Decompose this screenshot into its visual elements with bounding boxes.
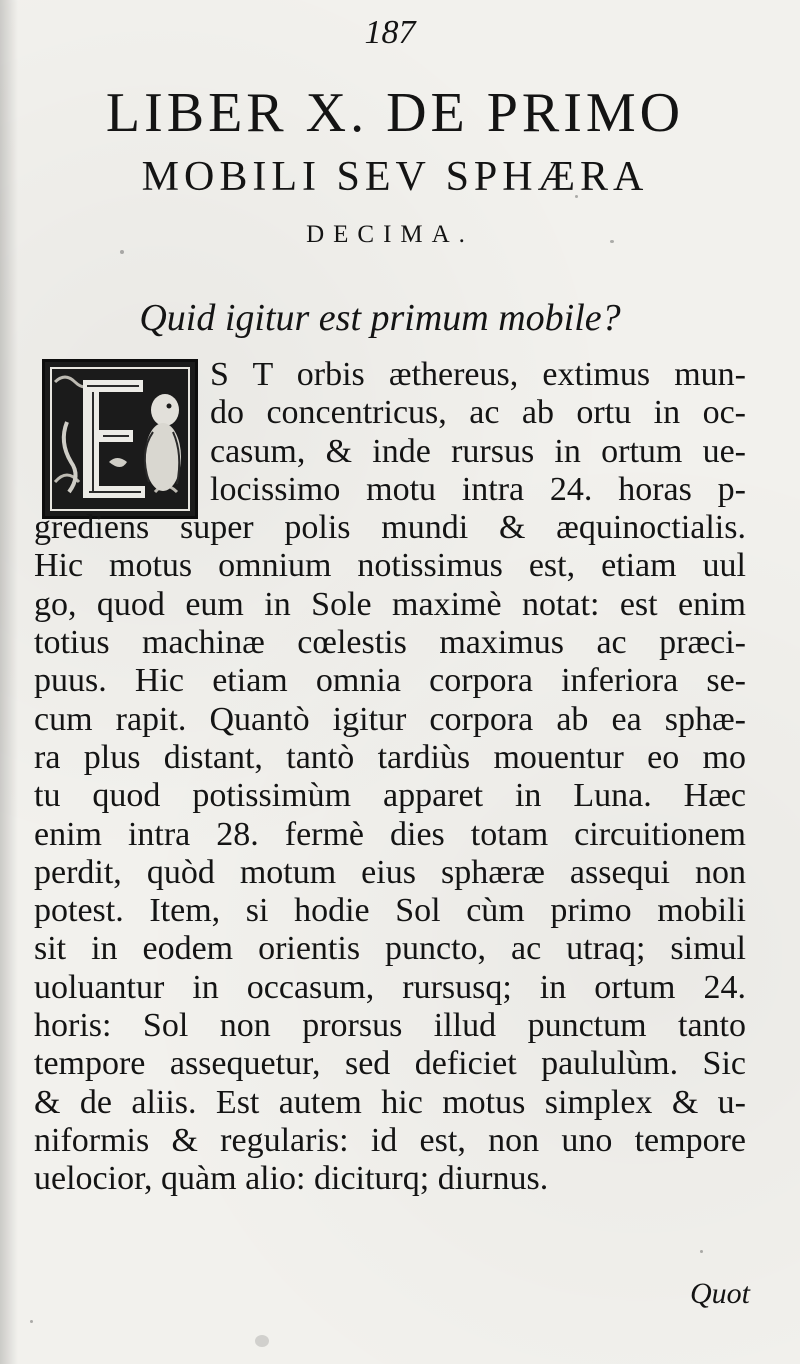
body-line: do concentricus, ac ab ortu in oc- [210,394,746,432]
paper-speck [575,195,578,198]
paper-speck [610,240,614,243]
body-line: puus. Hic etiam omnia corpora inferiora se- [34,662,746,700]
body-line: locissimo motu intra 24. horas p- [210,470,746,508]
body-line: grediens super polis mundi & æquinoctialis. [34,509,746,547]
body-line: horis: Sol non prorsus illud punctum tanto [34,1007,746,1045]
body-line: sit in eodem orientis puncto, ac utraq; simul [34,930,746,968]
body-line: cum rapit. Quantò igitur corpora ab ea sphæ- [34,700,746,738]
body-text [34,356,746,1199]
body-line: uoluantur in occasum, rursusq; in ortum 24. [34,968,746,1006]
paper-speck [700,1250,703,1253]
body-line: enim intra 28. fermè dies totam circuitionem [34,815,746,853]
paper-speck [255,1335,269,1347]
body-line: tu quod potissimùm apparet in Luna. Hæc [34,777,746,815]
body-line: totius machinæ cœlestis maximus ac præci- [34,624,746,662]
chapter-title-line-3: DECIMA. [306,221,474,248]
body-line: Hic motus omnium notissimus est, etiam uul [34,547,746,585]
section-question: Quid igitur est primum mobile? [139,297,621,339]
body-line: potest. Item, si hodie Sol cùm primo mobili [34,892,746,930]
page-gutter-shadow [0,0,18,1364]
body-line: casum, & inde rursus in ortum ue- [210,432,746,470]
chapter-title-line-2: MOBILI SEV SPHÆRA [141,154,649,200]
page-number: 187 [364,14,416,51]
body-line: & de aliis. Est autem hic motus simplex & u- [34,1083,746,1121]
paper-speck [30,1320,33,1323]
body-line: perdit, quòd motum eius sphæræ assequi non [34,853,746,891]
paper-speck [120,250,124,254]
body-line: niformis & regularis: id est, non uno tempore [34,1121,746,1159]
body-line: uelocior, quàm alio: diciturq; diurnus. [34,1160,549,1198]
body-line: go, quod eum in Sole maximè notat: est enim [34,585,746,623]
body-line: ra plus distant, tantò tardiùs mouentur eo mo [34,738,746,776]
body-line: S T orbis æthereus, extimus mun- [210,356,746,393]
body-line: tempore assequetur, sed deficiet paululùm. Sic [34,1045,746,1083]
catchword: Quot [690,1277,750,1310]
chapter-title-line-1: LIBER X. DE PRIMO [105,82,685,144]
